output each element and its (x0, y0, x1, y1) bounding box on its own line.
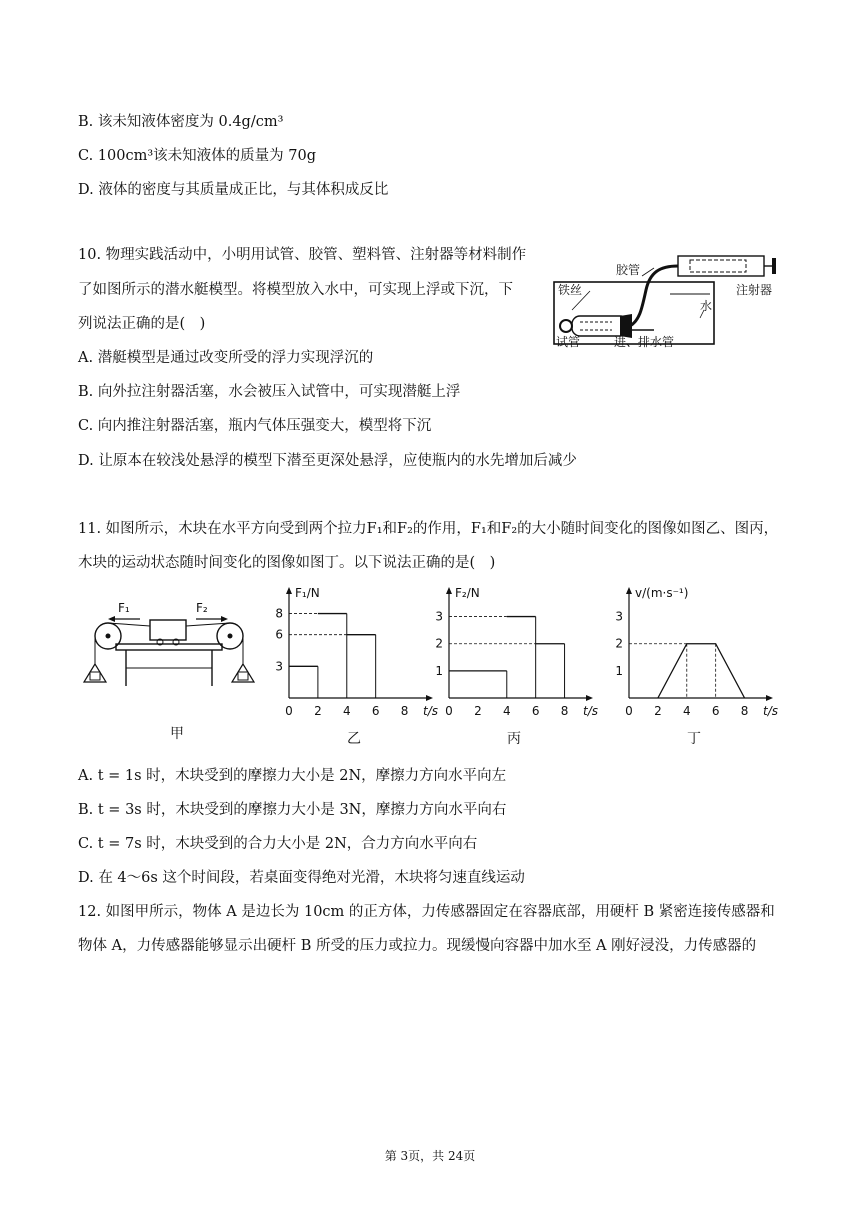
y-axis-arrow (626, 587, 632, 594)
x-tick-label: 2 (314, 704, 322, 718)
q10-option-d: D. 让原本在较浅处悬浮的模型下潜至更深处悬浮，应使瓶内的水先增加后减少 (78, 453, 577, 469)
x-tick-label: 4 (682, 704, 691, 718)
velocity-line (658, 644, 745, 698)
label-tube: 试管 (556, 335, 581, 349)
q12-stem-line2: 物体 A，力传感器能够显示出硬杆 B 所受的压力或拉力。现缓慢向容器中加水至 A 刚好浸没，力传感器的 (78, 938, 757, 954)
x-axis-label: t/s (763, 704, 778, 718)
x-tick-label: 4 (502, 704, 511, 718)
left-weight (84, 664, 106, 682)
x-tick-label: 2 (474, 704, 482, 718)
y-axis-arrow (286, 587, 292, 594)
x-tick-label: 6 (531, 704, 540, 718)
label-F1: F₁ (118, 601, 130, 615)
page-footer: 第 3页，共 24页 (384, 1149, 476, 1163)
y-tick-label: 3 (275, 659, 283, 674)
iron-wire (560, 320, 572, 332)
syringe-inner (690, 260, 746, 272)
x-tick-label: 0 (285, 704, 293, 718)
y-axis-label: F₂/N (455, 586, 480, 600)
label-jia: 甲 (170, 726, 184, 742)
q11-option-b: B. t = 3s 时，木块受到的摩擦力大小是 3N，摩擦力方向水平向右 (78, 802, 507, 818)
syringe-handle (772, 258, 776, 274)
q10-stem-line1: 10. 物理实践活动中，小明用试管、胶管、塑料管、注射器等材料制作 (78, 247, 527, 263)
x-tick-label: 0 (445, 704, 453, 718)
x-axis-arrow (586, 695, 593, 701)
y-tick-label: 3 (615, 609, 623, 624)
q10-option-a: A. 潜艇模型是通过改变所受的浮力实现浮沉的 (78, 350, 374, 366)
chart-title: 丁 (687, 731, 701, 747)
q10-stem-line2: 了如图所示的潜水艇模型。将模型放入水中，可实现上浮或下沉，下 (78, 282, 513, 298)
q12-stem-line1: 12. 如图甲所示，物体 A 是边长为 10cm 的正方体，力传感器固定在容器底部，用硬杆 B 紧密连接传感器和 (78, 904, 775, 920)
label-F2: F₂ (196, 601, 208, 615)
y-tick-label: 1 (615, 663, 623, 678)
chart-bing-F2 (425, 583, 610, 748)
y-tick-label: 3 (435, 609, 443, 624)
figure-jia-apparatus (78, 596, 260, 746)
label-wire: 铁丝 (558, 283, 583, 297)
y-tick-label: 6 (275, 627, 283, 642)
x-tick-label: 6 (711, 704, 720, 718)
y-tick-label: 2 (615, 636, 623, 651)
y-axis-label: v/(m·s⁻¹) (635, 586, 689, 600)
x-axis-arrow (766, 695, 773, 701)
chart-title: 丙 (507, 731, 521, 747)
chart-yi-F1 (265, 583, 445, 748)
x-tick-label: 8 (560, 704, 569, 718)
q11-stem-line1: 11. 如图所示，木块在水平方向受到两个拉力F₁和F₂的作用，F₁和F₂的大小随时间变化的图像如图乙、图丙， (78, 521, 779, 537)
x-tick-label: 4 (342, 704, 351, 718)
q11-stem-line2: 木块的运动状态随时间变化的图像如图丁。以下说法正确的是( ) (78, 555, 496, 571)
label-hose: 胶管 (616, 263, 641, 277)
q10-option-c: C. 向内推注射器活塞，瓶内气体压强变大，模型将下沉 (78, 418, 432, 434)
label-water: 水 (700, 299, 713, 313)
x-tick-label: 8 (740, 704, 749, 718)
wooden-block (150, 620, 186, 640)
y-tick-label: 1 (435, 663, 443, 678)
label-pipe: 进、排水管 (614, 335, 675, 349)
chart-ding-velocity (605, 583, 795, 748)
chart-title: 乙 (347, 731, 361, 747)
syringe-barrel (678, 256, 764, 276)
submarine-model-figure (550, 250, 782, 348)
x-axis-label: t/s (583, 704, 598, 718)
q10-stem-line3: 列说法正确的是( ) (78, 316, 206, 332)
x-axis-label: t/s (423, 704, 438, 718)
q9-option-b: B. 该未知液体密度为 0.4g/cm³ (78, 114, 284, 130)
table-top (116, 644, 222, 650)
q11-option-c: C. t = 7s 时，木块受到的合力大小是 2N，合力方向水平向右 (78, 836, 478, 852)
y-axis-arrow (446, 587, 452, 594)
x-tick-label: 8 (400, 704, 409, 718)
q10-option-b: B. 向外拉注射器活塞，水会被压入试管中，可实现潜艇上浮 (78, 384, 461, 400)
q9-option-c: C. 100cm³该未知液体的质量为 70g (78, 148, 316, 164)
q11-option-d: D. 在 4～6s 这个时间段，若桌面变得绝对光滑，木块将匀速直线运动 (78, 870, 525, 886)
x-tick-label: 0 (625, 704, 633, 718)
y-tick-label: 2 (435, 636, 443, 651)
x-tick-label: 6 (371, 704, 380, 718)
y-axis-label: F₁/N (295, 586, 320, 600)
x-tick-label: 2 (654, 704, 662, 718)
y-tick-label: 8 (275, 606, 283, 621)
q9-option-d: D. 液体的密度与其质量成正比，与其体积成反比 (78, 182, 389, 198)
test-tube (572, 316, 628, 336)
label-syringe: 注射器 (736, 283, 773, 297)
right-weight (232, 664, 254, 682)
q11-option-a: A. t = 1s 时，木块受到的摩擦力大小是 2N，摩擦力方向水平向左 (78, 768, 507, 784)
